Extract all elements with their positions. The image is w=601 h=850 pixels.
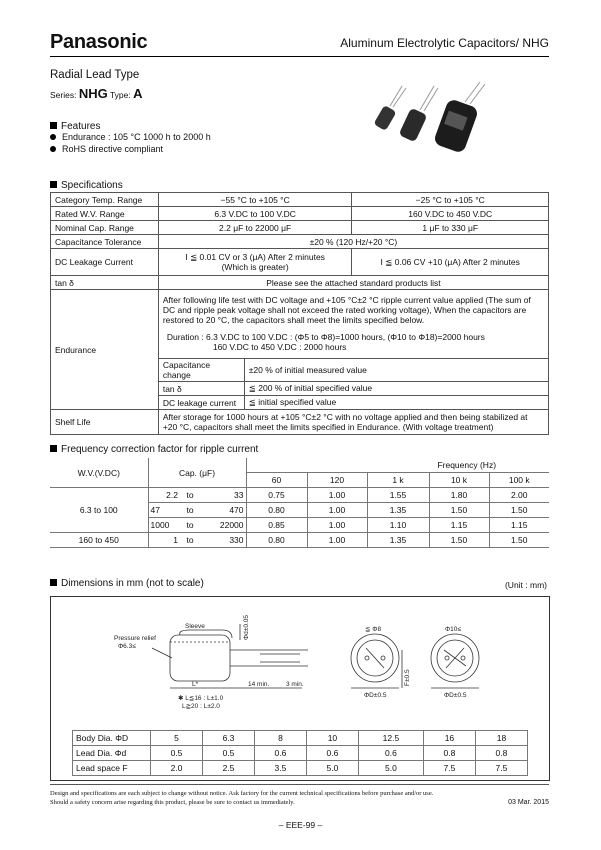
table-row <box>51 207 549 221</box>
le8-label: ≦ Φ8 <box>365 626 382 633</box>
unit-label: (Unit : mm) <box>504 580 547 590</box>
dimensions-table <box>72 730 528 776</box>
lead-space-label: F±0.5 <box>404 669 411 686</box>
min14-label: 14 min. <box>248 681 270 688</box>
body-dia-label: ΦD±0.5 <box>364 692 387 699</box>
specifications-table <box>50 192 549 435</box>
table-row <box>51 276 549 290</box>
spec-value: 1 μF to 330 μF <box>352 221 549 235</box>
table-row: Lead Dia. Φd 0.5 0.5 0.6 0.6 0.6 0.8 0.8 <box>73 746 528 761</box>
freq-header: 10 k <box>429 473 489 488</box>
spec-label: Rated W.V. Range <box>51 207 159 221</box>
table-row <box>51 249 549 276</box>
features-heading: Features <box>50 121 100 132</box>
freq-header: 60 <box>246 473 307 488</box>
pressure-relief-dia: Φ6.3≤ <box>118 643 136 650</box>
table-row <box>51 221 549 235</box>
table-row <box>51 410 549 435</box>
dimension-drawing <box>110 610 490 715</box>
document-title: Aluminum Electrolytic Capacitors/ NHG <box>340 36 549 50</box>
footer-divider <box>50 784 549 785</box>
spec-label: tan δ <box>51 276 159 290</box>
phi10-label: Φ10≤ <box>445 626 461 633</box>
table-row <box>50 458 549 473</box>
spec-sublabel: tan δ <box>158 382 244 396</box>
footer-notice: Design and specifications are each subject to change without notice. Ask factory for the current technical specifications before purchase and/or use. Should a safety concern arise regarding this product, please be sure to contact us immediately. <box>50 790 434 806</box>
lead-dia-label: Φd±0.05 <box>243 614 250 640</box>
series-line <box>50 86 143 101</box>
table-row: 47 to 470 0.80 1.00 1.35 1.50 1.50 <box>50 503 549 518</box>
col-header: Cap. (μF) <box>148 458 246 488</box>
specifications-heading: Specifications <box>50 180 123 191</box>
spec-value: ±20 % (120 Hz/+20 °C) <box>158 235 548 249</box>
spec-value: 2.2 μF to 22000 μF <box>158 221 352 235</box>
spec-value: I ≦ 0.01 CV or 3 (μA) After 2 minutes (Which is greater) <box>158 249 352 276</box>
spec-sublabel: DC leakage current <box>158 396 244 410</box>
footer-date: 03 Mar. 2015 <box>508 799 549 806</box>
product-photo <box>370 80 500 160</box>
spec-value: −55 °C to +105 °C <box>158 193 352 207</box>
series-label: Series: <box>50 90 77 100</box>
wv-group: 6.3 to 100 <box>50 488 148 533</box>
spec-label: Capacitance Tolerance <box>51 235 159 249</box>
page-number: – EEE-99 – <box>278 820 323 830</box>
square-bullet-icon <box>50 122 57 129</box>
table-row <box>51 193 549 207</box>
freq-header: 100 k <box>489 473 549 488</box>
table-row <box>51 235 549 249</box>
length-note: ✱ L≦16 : L±1.0 <box>178 695 224 702</box>
body-dia-label: ΦD±0.5 <box>444 692 467 699</box>
spec-label: Nominal Cap. Range <box>51 221 159 235</box>
spec-value: ≦ 200 % of initial specified value <box>244 382 548 396</box>
pressure-relief-label: Pressure relief <box>114 635 156 642</box>
spec-value: −25 °C to +105 °C <box>352 193 549 207</box>
spec-value: ±20 % of initial measured value <box>244 359 548 382</box>
type-label: Type: <box>109 90 131 100</box>
bullet-icon <box>50 134 56 140</box>
spec-label: Shelf Life <box>51 410 159 435</box>
feature-item: Endurance : 105 °C 1000 h to 2000 h <box>50 132 211 142</box>
col-header: W.V.(V.DC) <box>50 458 148 488</box>
frequency-heading: Frequency correction factor for ripple current <box>50 444 258 455</box>
bullet-icon <box>50 146 56 152</box>
sleeve-label: Sleeve <box>185 623 205 630</box>
spec-label: Endurance <box>51 290 159 410</box>
spec-value: ≦ initial specified value <box>244 396 548 410</box>
spec-value: Please see the attached standard products list <box>158 276 548 290</box>
table-row: 160 to 450 1 to 330 0.80 1.00 1.35 1.50 1.50 <box>50 533 549 548</box>
freq-header: 1 k <box>367 473 429 488</box>
spec-label: Category Temp. Range <box>51 193 159 207</box>
endurance-text: After following life test with DC voltage and +105 °C±2 °C ripple current value applied (The sum of DC and ripple peak voltage shall not exceed the rated working voltage), When the capacitors are restored to 20 °C, the capacitors shall meet the limits specified below. Duration : 6.3 V.DC to 100 V.DC : (Φ5 to Φ8)=1000 hours, (Φ10 to Φ18)=2000 hours 160 V.DC to 450 V.DC : 2000 hours <box>158 290 548 359</box>
feature-item: RoHS directive compliant <box>50 144 163 154</box>
table-row <box>51 290 549 359</box>
brand-logo: Panasonic <box>50 31 148 53</box>
spec-value: After storage for 1000 hours at +105 °C±2 °C with no voltage applied and then being stabilized at +20 °C, capacitors shall meet the limits specified in Endurance. (With voltage treatment) <box>158 410 548 435</box>
spec-value: 160 V.DC to 450 V.DC <box>352 207 549 221</box>
frequency-table <box>50 458 549 548</box>
spec-label: DC Leakage Current <box>51 249 159 276</box>
freq-header: 120 <box>307 473 367 488</box>
length-label: L* <box>192 681 199 688</box>
spec-sublabel: Capacitance change <box>158 359 244 382</box>
type-value: A <box>133 86 143 101</box>
table-row: Lead space F 2.0 2.5 3.5 5.0 5.0 7.5 7.5 <box>73 761 528 776</box>
square-bullet-icon <box>50 181 57 188</box>
table-row: Body Dia. ΦD 5 6.3 8 10 12.5 16 18 <box>73 731 528 746</box>
header-divider <box>50 56 549 57</box>
col-header: Frequency (Hz) <box>437 460 497 470</box>
table-row: 1000 to 22000 0.85 1.00 1.10 1.15 1.15 <box>50 518 549 533</box>
table-row: 6.3 to 100 2.2 to 33 0.75 1.00 1.55 1.80 2.00 <box>50 488 549 503</box>
subtitle: Radial Lead Type <box>50 69 140 81</box>
dimensions-heading: Dimensions in mm (not to scale) <box>50 578 204 589</box>
square-bullet-icon <box>50 445 57 452</box>
spec-value: I ≦ 0.06 CV +10 (μA) After 2 minutes <box>352 249 549 276</box>
min3-label: 3 min. <box>286 681 304 688</box>
series-value: NHG <box>78 86 108 101</box>
length-note: L≧20 : L±2.0 <box>182 703 220 710</box>
spec-value: 6.3 V.DC to 100 V.DC <box>158 207 352 221</box>
square-bullet-icon <box>50 579 57 586</box>
